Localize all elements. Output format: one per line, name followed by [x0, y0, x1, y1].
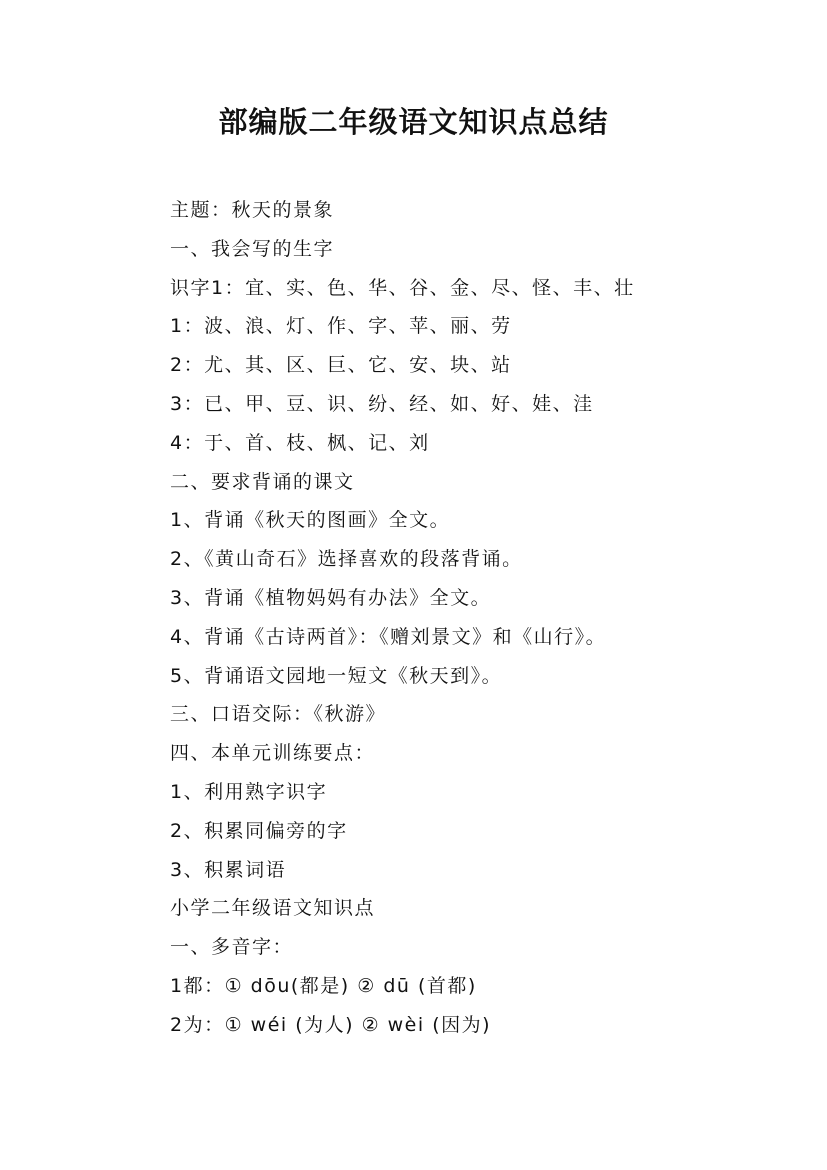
text-line: 1：波、浪、灯、作、字、苹、丽、劳	[170, 315, 512, 338]
text-line: 四、本单元训练要点：	[170, 742, 376, 765]
text-line: 主题：秋天的景象	[170, 199, 335, 221]
text-line: 2：尤、其、区、巨、它、安、块、站	[170, 354, 512, 377]
text-line: 3：已、甲、豆、识、纷、经、如、好、娃、洼	[170, 392, 594, 415]
text-line: 2为：① wéi (为人) ② wèi (因为)	[170, 1013, 492, 1036]
text-line: 1、利用熟字识字	[170, 780, 328, 803]
text-line: 三、口语交际：《秋游》	[170, 703, 387, 726]
document-body	[170, 191, 790, 1045]
text-line: 1都：① dōu(都是) ② dū (首都)	[170, 974, 477, 997]
text-line: 小学二年级语文知识点	[170, 897, 376, 920]
text-line: 2、积累同偏旁的字	[170, 819, 348, 842]
text-line: 4、背诵《古诗两首》：《赠刘景文》和《山行》。	[170, 625, 607, 648]
document-title: 部编版二年级语文知识点总结	[218, 105, 609, 139]
text-line: 一、我会写的生字	[170, 237, 335, 260]
text-line: 5、背诵语文园地一短文《秋天到》。	[170, 664, 503, 687]
text-line: 2、《黄山奇石》选择喜欢的段落背诵。	[170, 548, 523, 571]
text-line: 3、积累词语	[170, 858, 287, 881]
text-line: 3、背诵《植物妈妈有办法》全文。	[170, 586, 492, 609]
text-line: 1、背诵《秋天的图画》全文。	[170, 509, 451, 532]
text-line: 4：于、首、枝、枫、记、刘	[170, 431, 430, 454]
text-line: 一、多音字：	[170, 936, 294, 959]
text-line: 二、要求背诵的课文	[170, 470, 355, 493]
text-line: 识字1：宜、实、色、华、谷、金、尽、怪、丰、壮	[170, 276, 635, 299]
